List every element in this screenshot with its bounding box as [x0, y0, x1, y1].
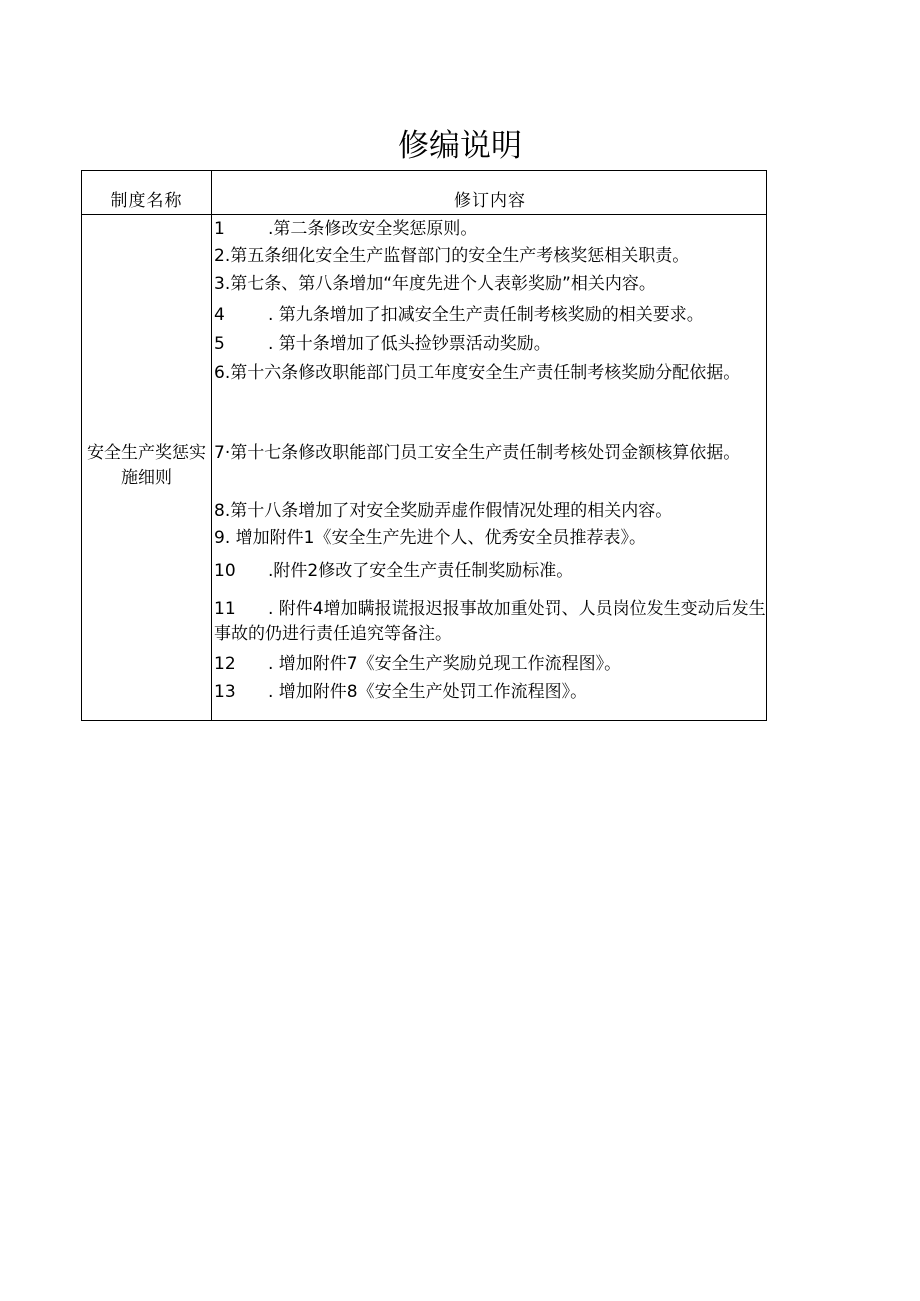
item-text: .附件2修改了安全生产责任制奖励标准。	[268, 561, 574, 581]
item-text: . 附件4增加瞒报谎报迟报事故加重处罚、人员岗位发生变动后发生事故的仍进行责任追究等备注。	[214, 599, 766, 644]
system-name-text: 安全生产奖惩实施细则	[87, 443, 206, 488]
item-text: .第二条修改安全奖惩原则。	[268, 219, 478, 239]
header-system-name: 制度名称	[110, 191, 183, 211]
revision-item-10	[214, 559, 766, 584]
revision-item-12	[214, 652, 766, 677]
item-number: 5	[214, 334, 225, 354]
system-name-cell	[82, 441, 211, 491]
item-number: 1	[214, 219, 225, 239]
header-revision-content: 修订内容	[454, 191, 526, 211]
revision-item-2	[214, 244, 766, 269]
header-divider	[82, 214, 766, 215]
revision-item-7	[214, 441, 766, 466]
revision-item-11	[214, 597, 766, 647]
item-number: 9	[214, 528, 225, 548]
revision-item-13	[214, 680, 766, 705]
item-number: 7	[214, 443, 225, 463]
item-number: 13	[214, 682, 236, 702]
revision-item-8	[214, 499, 766, 524]
item-text: . 增加附件8《安全生产处罚工作流程图》。	[268, 682, 588, 702]
item-number: 12	[214, 654, 236, 674]
item-text: . 增加附件1《安全生产先进个人、优秀安全员推荐表》。	[224, 528, 646, 548]
item-text: .第七条、第八条增加“年度先进个人表彰奖励”相关内容。	[224, 274, 656, 294]
item-number: 3	[214, 274, 225, 294]
item-number: 11	[214, 599, 236, 619]
revision-item-9	[214, 526, 766, 551]
revision-item-4	[214, 303, 766, 328]
item-text: .第十六条修改职能部门员工年度安全生产责任制考核奖励分配依据。	[224, 363, 741, 383]
item-number: 6	[214, 363, 225, 383]
item-text: . 增加附件7《安全生产奖励兑现工作流程图》。	[268, 654, 622, 674]
item-number: 10	[214, 561, 236, 581]
item-text: . 第九条增加了扣减安全生产责任制考核奖励的相关要求。	[268, 305, 704, 325]
item-number: 8	[214, 501, 225, 521]
item-text: ·第十七条修改职能部门员工安全生产责任制考核处罚金额核算依据。	[224, 443, 741, 463]
item-number: 4	[214, 305, 225, 325]
item-text: .第十八条增加了对安全奖励弄虚作假情况处理的相关内容。	[224, 501, 673, 521]
item-number: 2	[214, 246, 225, 266]
revision-table	[81, 170, 767, 721]
document-title: 修编说明	[398, 128, 522, 164]
revision-item-1	[214, 217, 766, 242]
item-text: . 第十条增加了低头捡钞票活动奖励。	[268, 334, 551, 354]
revision-item-6	[214, 361, 766, 386]
item-text: .第五条细化安全生产监督部门的安全生产考核奖惩相关职责。	[224, 246, 690, 266]
column-divider	[211, 171, 212, 720]
revision-item-3	[214, 272, 766, 297]
revision-item-5	[214, 332, 766, 357]
